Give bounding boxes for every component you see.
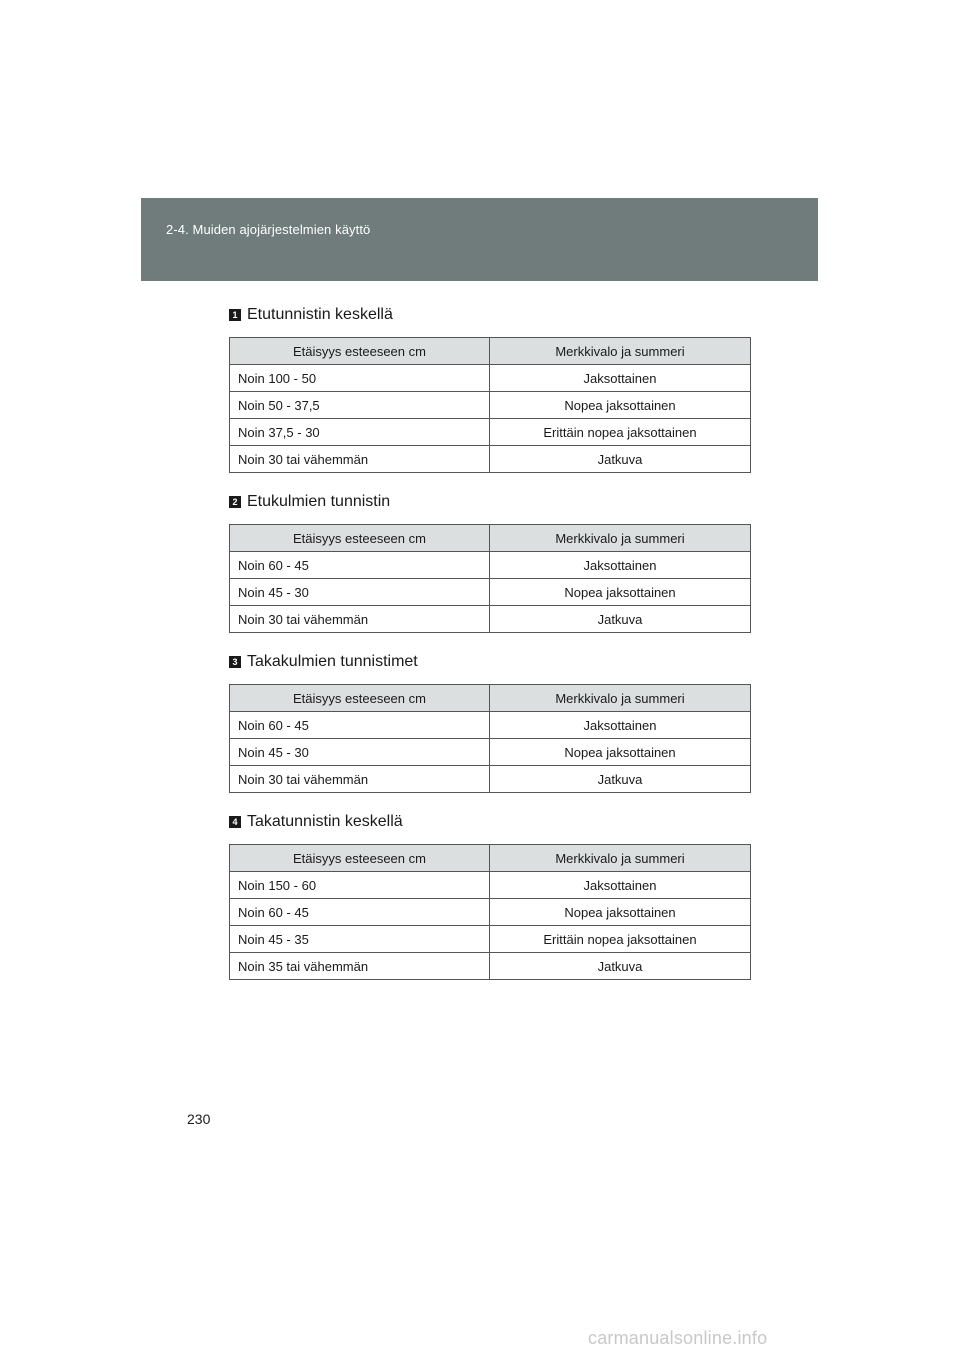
column-header-distance: Etäisyys esteeseen cm (230, 525, 490, 552)
indicator-cell: Jaksottainen (490, 872, 751, 899)
section-front-corner-sensor (229, 490, 750, 633)
chapter-section-label: 2-4. Muiden ajojärjestelmien käyttö (166, 222, 371, 237)
section-rear-corner-sensors (229, 650, 750, 793)
table-row (230, 392, 751, 419)
section-title (230, 650, 750, 674)
table-header-row (230, 685, 751, 712)
table-header-row (230, 845, 751, 872)
indicator-cell: Jaksottainen (490, 712, 751, 739)
section-title-text: Etukulmien tunnistin (247, 493, 391, 510)
indicator-cell: Jatkuva (490, 606, 751, 633)
distance-cell: Noin 150 - 60 (230, 872, 490, 899)
table-row (230, 872, 751, 899)
table-row (230, 766, 751, 793)
section-rear-center-sensor (229, 810, 750, 980)
indicator-cell: Nopea jaksottainen (490, 579, 751, 606)
table-row (230, 606, 751, 633)
indicator-cell: Nopea jaksottainen (490, 392, 751, 419)
table-row (230, 953, 751, 980)
page-number: 230 (187, 1111, 211, 1127)
table-row (230, 365, 751, 392)
table-row (230, 739, 751, 766)
section-number-badge: 3 (229, 656, 241, 668)
distance-cell: Noin 60 - 45 (230, 712, 490, 739)
distance-table (229, 844, 751, 980)
distance-cell: Noin 100 - 50 (230, 365, 490, 392)
distance-cell: Noin 45 - 30 (230, 579, 490, 606)
column-header-distance: Etäisyys esteeseen cm (230, 338, 490, 365)
section-title-text: Takatunnistin keskellä (247, 813, 403, 830)
indicator-cell: Jatkuva (490, 766, 751, 793)
section-title (230, 490, 750, 514)
column-header-distance: Etäisyys esteeseen cm (230, 845, 490, 872)
column-header-indicator: Merkkivalo ja summeri (490, 525, 751, 552)
section-number-badge: 2 (229, 496, 241, 508)
distance-cell: Noin 30 tai vähemmän (230, 606, 490, 633)
indicator-cell: Erittäin nopea jaksottainen (490, 926, 751, 953)
distance-table (229, 337, 751, 473)
section-title-text: Takakulmien tunnistimet (247, 653, 418, 670)
section-title (230, 303, 750, 327)
indicator-cell: Nopea jaksottainen (490, 899, 751, 926)
distance-cell: Noin 37,5 - 30 (230, 419, 490, 446)
section-front-center-sensor (229, 303, 750, 473)
indicator-cell: Erittäin nopea jaksottainen (490, 419, 751, 446)
column-header-indicator: Merkkivalo ja summeri (490, 845, 751, 872)
indicator-cell: Jatkuva (490, 953, 751, 980)
distance-cell: Noin 50 - 37,5 (230, 392, 490, 419)
table-row (230, 552, 751, 579)
distance-table (229, 524, 751, 633)
indicator-cell: Jatkuva (490, 446, 751, 473)
table-header-row (230, 338, 751, 365)
column-header-distance: Etäisyys esteeseen cm (230, 685, 490, 712)
section-number-badge: 4 (229, 816, 241, 828)
indicator-cell: Jaksottainen (490, 552, 751, 579)
table-row (230, 712, 751, 739)
indicator-cell: Nopea jaksottainen (490, 739, 751, 766)
distance-cell: Noin 30 tai vähemmän (230, 766, 490, 793)
distance-cell: Noin 60 - 45 (230, 552, 490, 579)
section-title-text: Etutunnistin keskellä (247, 306, 393, 323)
indicator-cell: Jaksottainen (490, 365, 751, 392)
column-header-indicator: Merkkivalo ja summeri (490, 685, 751, 712)
distance-cell: Noin 45 - 35 (230, 926, 490, 953)
chapter-header-band (141, 198, 818, 281)
table-row (230, 579, 751, 606)
column-header-indicator: Merkkivalo ja summeri (490, 338, 751, 365)
section-number-badge: 1 (229, 309, 241, 321)
table-row (230, 926, 751, 953)
site-watermark: carmanualsonline.info (588, 1328, 768, 1348)
table-row (230, 899, 751, 926)
section-title (230, 810, 750, 834)
table-row (230, 419, 751, 446)
distance-cell: Noin 60 - 45 (230, 899, 490, 926)
distance-cell: Noin 35 tai vähemmän (230, 953, 490, 980)
distance-cell: Noin 45 - 30 (230, 739, 490, 766)
distance-table (229, 684, 751, 793)
distance-cell: Noin 30 tai vähemmän (230, 446, 490, 473)
table-header-row (230, 525, 751, 552)
table-row (230, 446, 751, 473)
